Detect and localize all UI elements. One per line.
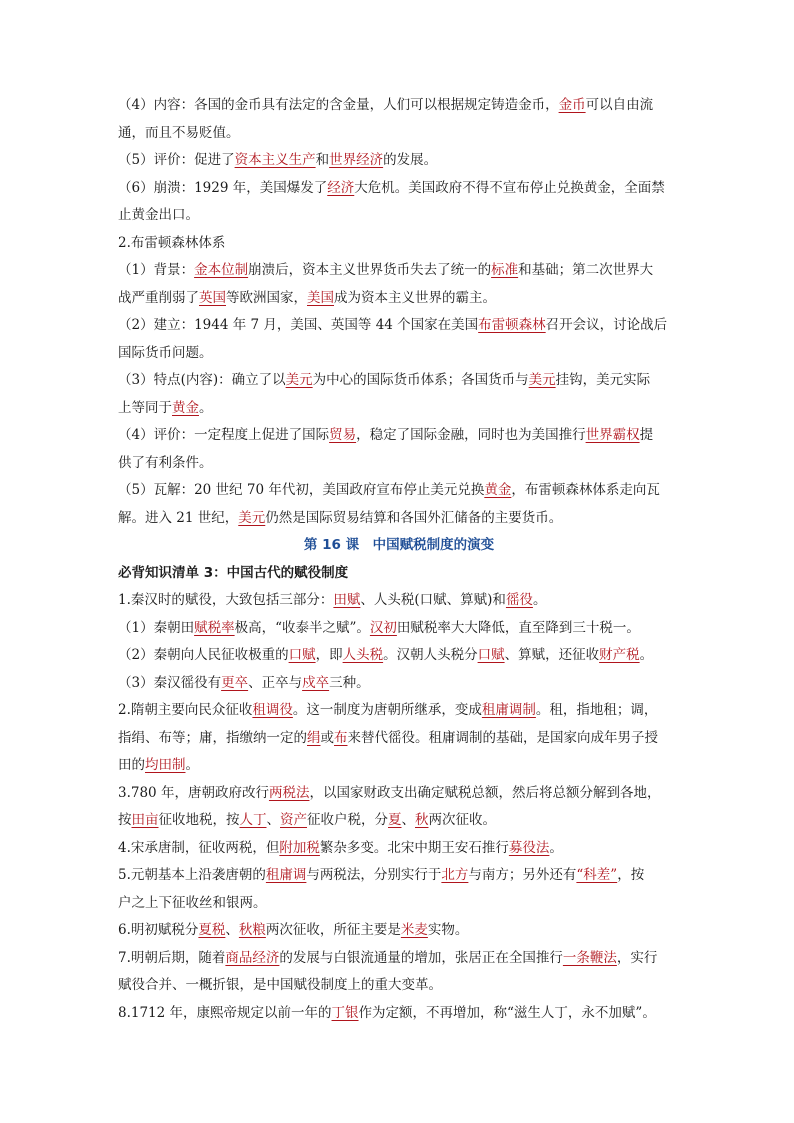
text-segment: 征收户税，分 [307,812,388,828]
keyword-answer: 徭役 [505,592,533,608]
text-line [118,890,680,918]
text-segment: 第 16 课 中国赋税制度的演变 [303,537,495,553]
text-segment: 赋役合并、一概折银，是中国赋役制度上的重大变革。 [118,977,442,993]
text-line [118,587,680,615]
text-segment: 户之上下征收丝和银两。 [118,894,267,911]
text-segment: （4）内容：各国的金币具有法定的含金量，人们可以根据规定铸造金币， [118,97,559,113]
keyword-answer: 美国 [307,289,334,306]
text-segment: 成为资本主义世界的霸主。 [334,289,496,306]
text-segment: 等欧洲国家， [226,289,307,306]
text-segment: 与南方；另外还有 [468,867,577,883]
keyword-answer: 布雷顿森林 [478,317,546,333]
text-segment: 仍然是国际贸易结算和各国外汇储备的主要货币。 [265,509,563,526]
text-line [118,835,680,863]
keyword-answer: 世界霸权 [585,427,640,443]
keyword-answer: 秋 [415,812,429,828]
text-line [118,697,680,725]
text-segment: （3）特点(内容)：确立了以 [118,372,286,388]
text-line [118,450,680,478]
text-line [118,92,680,120]
keyword-answer: 人头税 [342,647,384,663]
text-line [118,477,680,505]
text-segment: （1）背景： [118,262,195,278]
text-segment: 和 [315,152,330,168]
text-line [118,395,680,423]
text-segment: 止黄金出口。 [118,207,199,223]
lesson-title [118,532,680,560]
keyword-answer: 汉初 [369,619,397,636]
keyword-answer: 世界经济 [329,152,384,168]
text-segment: 为中心的国际货币体系；各国货币与 [312,372,529,388]
text-segment: 、正卒与 [248,674,303,691]
keyword-answer: 更卒 [221,674,249,691]
keyword-answer: 均田制 [145,757,186,773]
keyword-answer: 戍卒 [302,674,330,691]
text-segment: （1）秦朝田 [118,619,195,636]
text-line [118,780,680,808]
text-segment: 与两税法，分别实行于 [306,867,442,883]
text-segment: 解。进入 21 世纪， [118,509,239,526]
text-segment: 征收地税，按 [158,812,240,828]
text-line [118,917,680,945]
keyword-answer: 两税法 [268,784,310,801]
text-line [118,367,680,395]
keyword-answer: 租庸调制 [481,702,536,718]
text-line [118,312,680,340]
text-segment: 6.明初赋税分 [118,922,199,938]
text-segment: 或 [320,729,334,746]
keyword-answer: 金币 [558,97,586,113]
text-segment: 7.明朝后期，随着 [118,949,226,966]
text-line [118,285,680,313]
text-segment: （2）建立：1944 年 7 月，美国、英国等 44 个国家在美国 [118,317,479,333]
document-body [118,92,680,1027]
text-segment: 5.元朝基本上沿袭唐朝的 [118,867,266,883]
text-segment: ，即 [315,647,343,663]
keyword-answer: 田赋 [333,592,361,608]
text-segment: ，按 [617,867,645,883]
text-segment: 。租，指地租；调， [535,702,658,718]
text-segment: ，布雷顿森林体系走向瓦 [511,482,660,498]
text-segment: 上等同于 [118,399,172,416]
text-line [118,972,680,1000]
text-segment: 两次征收。 [428,812,496,828]
text-segment: 3.780 年，唐朝政府改行 [118,784,269,801]
text-line [118,505,680,533]
text-segment: 可以自由流 [585,97,654,113]
text-segment: 。汉朝人头税分 [383,647,478,663]
text-segment: 按 [118,812,132,828]
text-line [118,807,680,835]
text-line [118,120,680,148]
keyword-answer: 黄金 [484,482,512,498]
keyword-answer: 绢 [307,729,321,746]
text-segment: （5）评价：促进了 [118,152,235,168]
text-line [118,147,680,175]
text-segment: 1.秦汉时的赋役，大致包括三部分： [118,592,334,608]
text-segment: 极高，“收泰半之赋”。 [234,619,370,636]
text-segment: 两次征收，所征主要是 [265,922,401,938]
keyword-answer: 美元 [238,509,266,526]
text-line [118,862,680,890]
text-segment: 和基础；第二次世界大 [518,262,654,278]
text-segment: 必背知识清单 3：中国古代的赋役制度 [118,564,349,581]
keyword-answer: 赋税率 [194,619,235,636]
keyword-answer: 附加税 [279,839,320,856]
keyword-answer: 资本主义生产 [234,152,316,168]
text-line [118,230,680,258]
keyword-answer: 金本位制 [194,262,249,278]
keyword-answer: 租调役 [252,702,293,718]
text-segment: 繁杂多变。北宋中期王安石推行 [319,839,509,856]
keyword-answer: 租庸调 [265,867,307,883]
text-segment: 挂钩，美元实际 [555,372,651,388]
keyword-answer: 商品经济 [225,949,280,966]
keyword-answer: 人丁 [239,812,267,828]
text-line [118,615,680,643]
keyword-answer: 北方 [441,867,469,883]
text-line [118,257,680,285]
keyword-answer: 黄金 [172,399,199,416]
text-segment: 2.隋朝主要向民众征收 [118,702,253,718]
text-segment: 国际货币问题。 [118,344,213,361]
keyword-answer: 经济 [327,179,355,196]
keyword-answer: 标准 [491,262,519,278]
text-segment: 实物。 [427,922,469,938]
text-line [118,175,680,203]
text-line [118,1000,680,1028]
text-segment: 田的 [118,757,145,773]
text-segment: 8.1712 年，康熙帝规定以前一年的 [118,1004,332,1021]
keyword-answer: 美元 [285,372,313,388]
text-segment: 通，而且不易贬值。 [118,124,240,141]
keyword-answer: 募役法 [508,839,550,856]
text-line [118,945,680,973]
section-heading [118,560,680,588]
keyword-answer: 田亩 [131,812,159,828]
text-line [118,422,680,450]
text-segment: 、 [225,922,239,938]
keyword-answer: 英国 [199,289,226,306]
text-segment: 三种。 [329,674,370,691]
keyword-answer: 口赋 [477,647,505,663]
text-line [118,752,680,780]
text-segment: （4）评价：一定程度上促进了国际 [118,427,330,443]
text-segment: （6）崩溃：1929 年，美国爆发了 [118,179,328,196]
text-segment: ，以国家财政支出确定赋税总额，然后将总额分解到各地， [309,784,661,801]
keyword-answer: 一条鞭法 [562,949,617,966]
keyword-answer: 美元 [528,372,556,388]
text-line [118,202,680,230]
text-line [118,725,680,753]
text-segment: 田赋税率大大降低，直至降到三十税一。 [396,619,640,636]
text-segment: 召开会议，讨论战后 [545,317,668,333]
text-line [118,670,680,698]
text-segment: 、 [266,812,280,828]
text-segment: 。 [199,399,213,416]
text-segment: 2.布雷顿森林体系 [118,234,226,251]
keyword-answer: 布 [334,729,348,746]
text-segment: ，稳定了国际金融，同时也为美国推行 [356,427,586,443]
keyword-answer: 秋粮 [238,922,266,938]
text-segment: （3）秦汉徭役有 [118,674,222,691]
text-segment: 。 [532,592,547,608]
text-segment: 供了有利条件。 [118,454,213,471]
text-segment: 来替代徭役。租庸调制的基础，是国家向成年男子授 [347,729,658,746]
text-segment: 的发展与白银流通量的增加，张居正在全国推行 [279,949,563,966]
keyword-answer: 夏税 [198,922,226,938]
text-segment: 大危机。美国政府不得不宣布停止兑换黄金，全面禁 [354,179,665,196]
text-segment: （2）秦朝向人民征收极重的 [118,647,289,663]
text-segment: 。这一制度为唐朝所继承，变成 [292,702,482,718]
keyword-answer: 米麦 [400,922,428,938]
keyword-answer: 夏 [388,812,402,828]
keyword-answer: 财产税 [599,647,640,663]
keyword-answer: 资产 [280,812,307,828]
text-segment: 、 [401,812,415,828]
keyword-answer: 口赋 [288,647,316,663]
text-line [118,642,680,670]
keyword-answer: 贸易 [329,427,357,443]
text-segment: ，实行 [616,949,658,966]
text-segment: 、算赋，还征收 [504,647,600,663]
text-segment: 崩溃后，资本主义世界货币失去了统一的 [248,262,492,278]
text-segment: 。 [639,647,654,663]
keyword-answer: 丁银 [331,1004,359,1021]
text-segment: 。 [185,757,199,773]
text-segment: 的发展。 [383,152,438,168]
text-segment: 。 [549,839,563,856]
text-segment: 、人头税(口赋、算赋)和 [360,592,506,608]
text-segment: （5）瓦解：20 世纪 70 年代初，美国政府宣布停止美元兑换 [118,482,485,498]
text-line [118,340,680,368]
keyword-answer: “科差” [576,867,618,883]
text-segment: 4.宋承唐制，征收两税，但 [118,839,280,856]
text-segment: 指绢、布等；庸，指缴纳一定的 [118,729,307,746]
text-segment: 作为定额，不再增加，称“滋生人丁，永不加赋”。 [358,1004,656,1021]
text-segment: 提 [639,427,654,443]
text-segment: 战严重削弱了 [118,289,199,306]
